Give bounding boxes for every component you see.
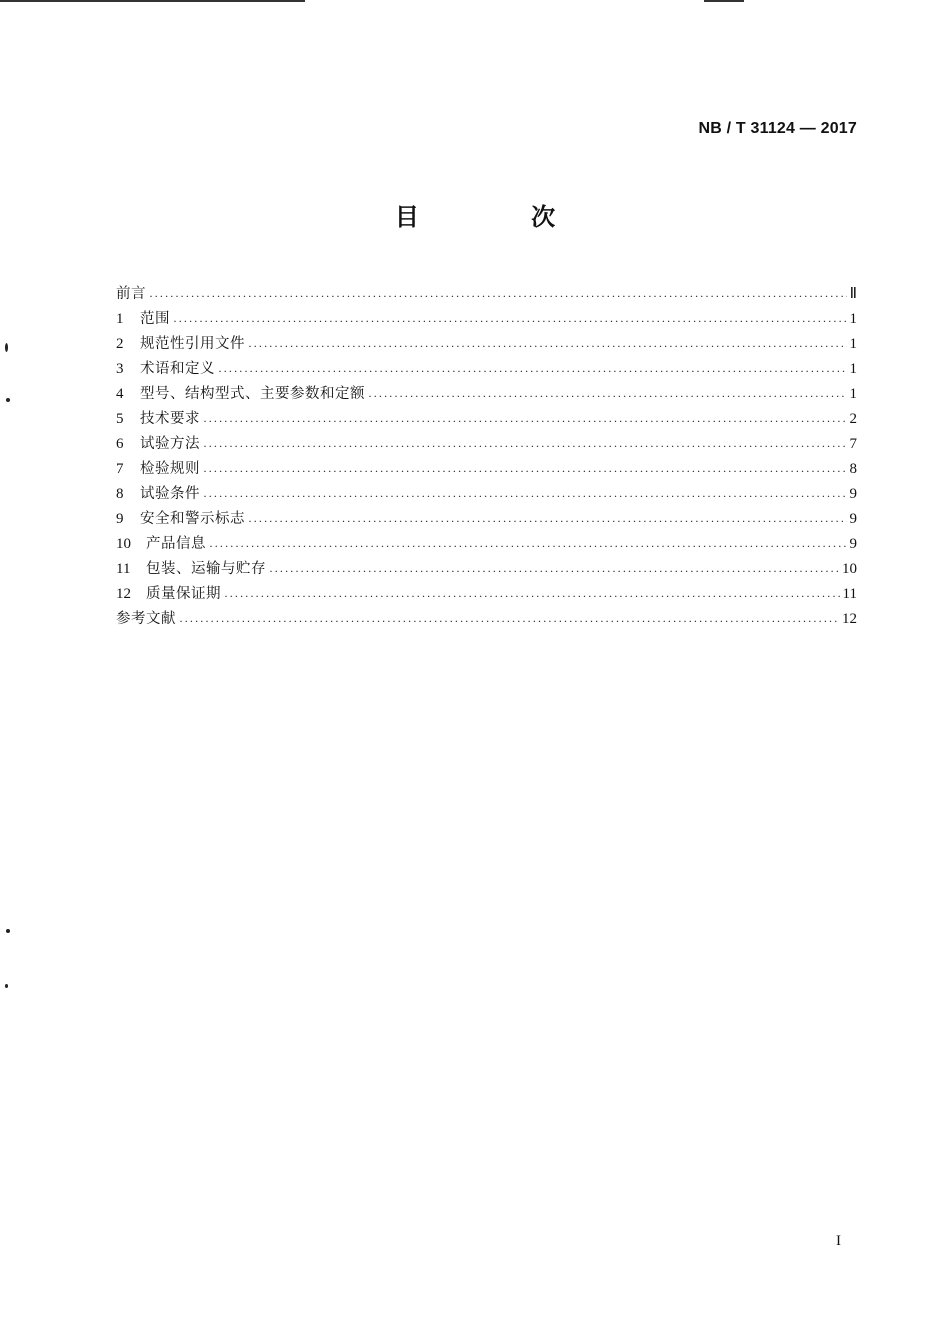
toc-entry-page: 1: [849, 311, 857, 327]
scan-speck: [5, 343, 8, 352]
toc-leader-dots: [173, 313, 847, 329]
toc-entry-title: 术语和定义: [140, 361, 215, 377]
toc-entry-number: 12: [116, 586, 131, 602]
toc-leader-dots: [269, 563, 839, 579]
toc-entry-page: 2: [849, 411, 857, 427]
toc-entry-title: 范围: [140, 311, 170, 327]
toc-leader-dots: [368, 388, 847, 404]
toc-entry-number: 11: [116, 561, 131, 577]
toc-entry-page: 1: [849, 336, 857, 352]
toc-entry-number: 9: [116, 511, 124, 527]
toc-entry-title: 规范性引用文件: [140, 336, 245, 352]
toc-entry[interactable]: [116, 529, 857, 554]
toc-entry-title: 型号、结构型式、主要参数和定额: [140, 386, 365, 402]
toc-leader-dots: [248, 338, 847, 354]
toc-entry-page: 1: [849, 361, 857, 377]
toc-leader-dots: [203, 438, 847, 454]
toc-leader-dots: [209, 538, 847, 554]
toc-entry[interactable]: [116, 429, 857, 454]
scan-speck: [6, 398, 10, 402]
toc-entry-page: 10: [842, 561, 857, 577]
toc-entry[interactable]: [116, 279, 857, 304]
toc-entry[interactable]: [116, 579, 857, 604]
scan-artifact-line-right: [704, 0, 744, 2]
toc-entry-title: 试验条件: [140, 486, 200, 502]
document-code: NB / T 31124 — 2017: [698, 120, 857, 137]
toc-entry-number: 1: [116, 311, 124, 327]
toc-entry-title: 产品信息: [146, 536, 206, 552]
toc-leader-dots: [149, 288, 847, 304]
toc-leader-dots: [224, 588, 840, 604]
scan-artifact-line-left: [0, 0, 305, 2]
toc-entry-page: 1: [849, 386, 857, 402]
toc-entry-number: 4: [116, 386, 124, 402]
toc-entry-number: 2: [116, 336, 124, 352]
scan-speck: [6, 929, 10, 933]
toc-entry-number: 10: [116, 536, 131, 552]
toc-leader-dots: [179, 613, 839, 629]
toc-entry[interactable]: [116, 379, 857, 404]
toc-entry-page: Ⅱ: [849, 286, 857, 302]
toc-leader-dots: [203, 463, 847, 479]
toc-entry-title: 检验规则: [140, 461, 200, 477]
toc-entry-title: 试验方法: [140, 436, 200, 452]
toc-leader-dots: [203, 413, 847, 429]
toc-leader-dots: [248, 513, 847, 529]
toc-entry-page: 9: [849, 486, 857, 502]
toc-leader-dots: [203, 488, 847, 504]
toc-title: 目 次: [394, 203, 608, 231]
toc-entry[interactable]: [116, 329, 857, 354]
toc-entry-number: 7: [116, 461, 124, 477]
toc-entry-title: 安全和警示标志: [140, 511, 245, 527]
toc-entry-title: 技术要求: [140, 411, 200, 427]
toc-entry-title: 参考文献: [116, 611, 176, 627]
toc-entry[interactable]: [116, 304, 857, 329]
toc-entry-title: 前言: [116, 286, 146, 302]
scan-speck: [5, 984, 8, 988]
toc-entry-page: 11: [842, 586, 857, 602]
table-of-contents: [116, 279, 857, 629]
toc-leader-dots: [218, 363, 847, 379]
toc-entry-page: 9: [849, 536, 857, 552]
toc-entry-title: 质量保证期: [146, 586, 221, 602]
toc-entry-title: 包装、运输与贮存: [146, 561, 266, 577]
toc-entry-number: 5: [116, 411, 124, 427]
toc-entry-page: 9: [849, 511, 857, 527]
toc-entry-number: 6: [116, 436, 124, 452]
toc-entry-page: 12: [842, 611, 857, 627]
toc-entry[interactable]: [116, 554, 857, 579]
page-number: I: [836, 1233, 841, 1249]
toc-entry[interactable]: [116, 479, 857, 504]
toc-entry[interactable]: [116, 354, 857, 379]
toc-entry-number: 3: [116, 361, 124, 377]
toc-entry-page: 7: [849, 436, 857, 452]
toc-entry-number: 8: [116, 486, 124, 502]
toc-entry[interactable]: [116, 454, 857, 479]
toc-entry[interactable]: [116, 404, 857, 429]
toc-entry-page: 8: [849, 461, 857, 477]
toc-entry[interactable]: [116, 504, 857, 529]
toc-entry[interactable]: [116, 604, 857, 629]
